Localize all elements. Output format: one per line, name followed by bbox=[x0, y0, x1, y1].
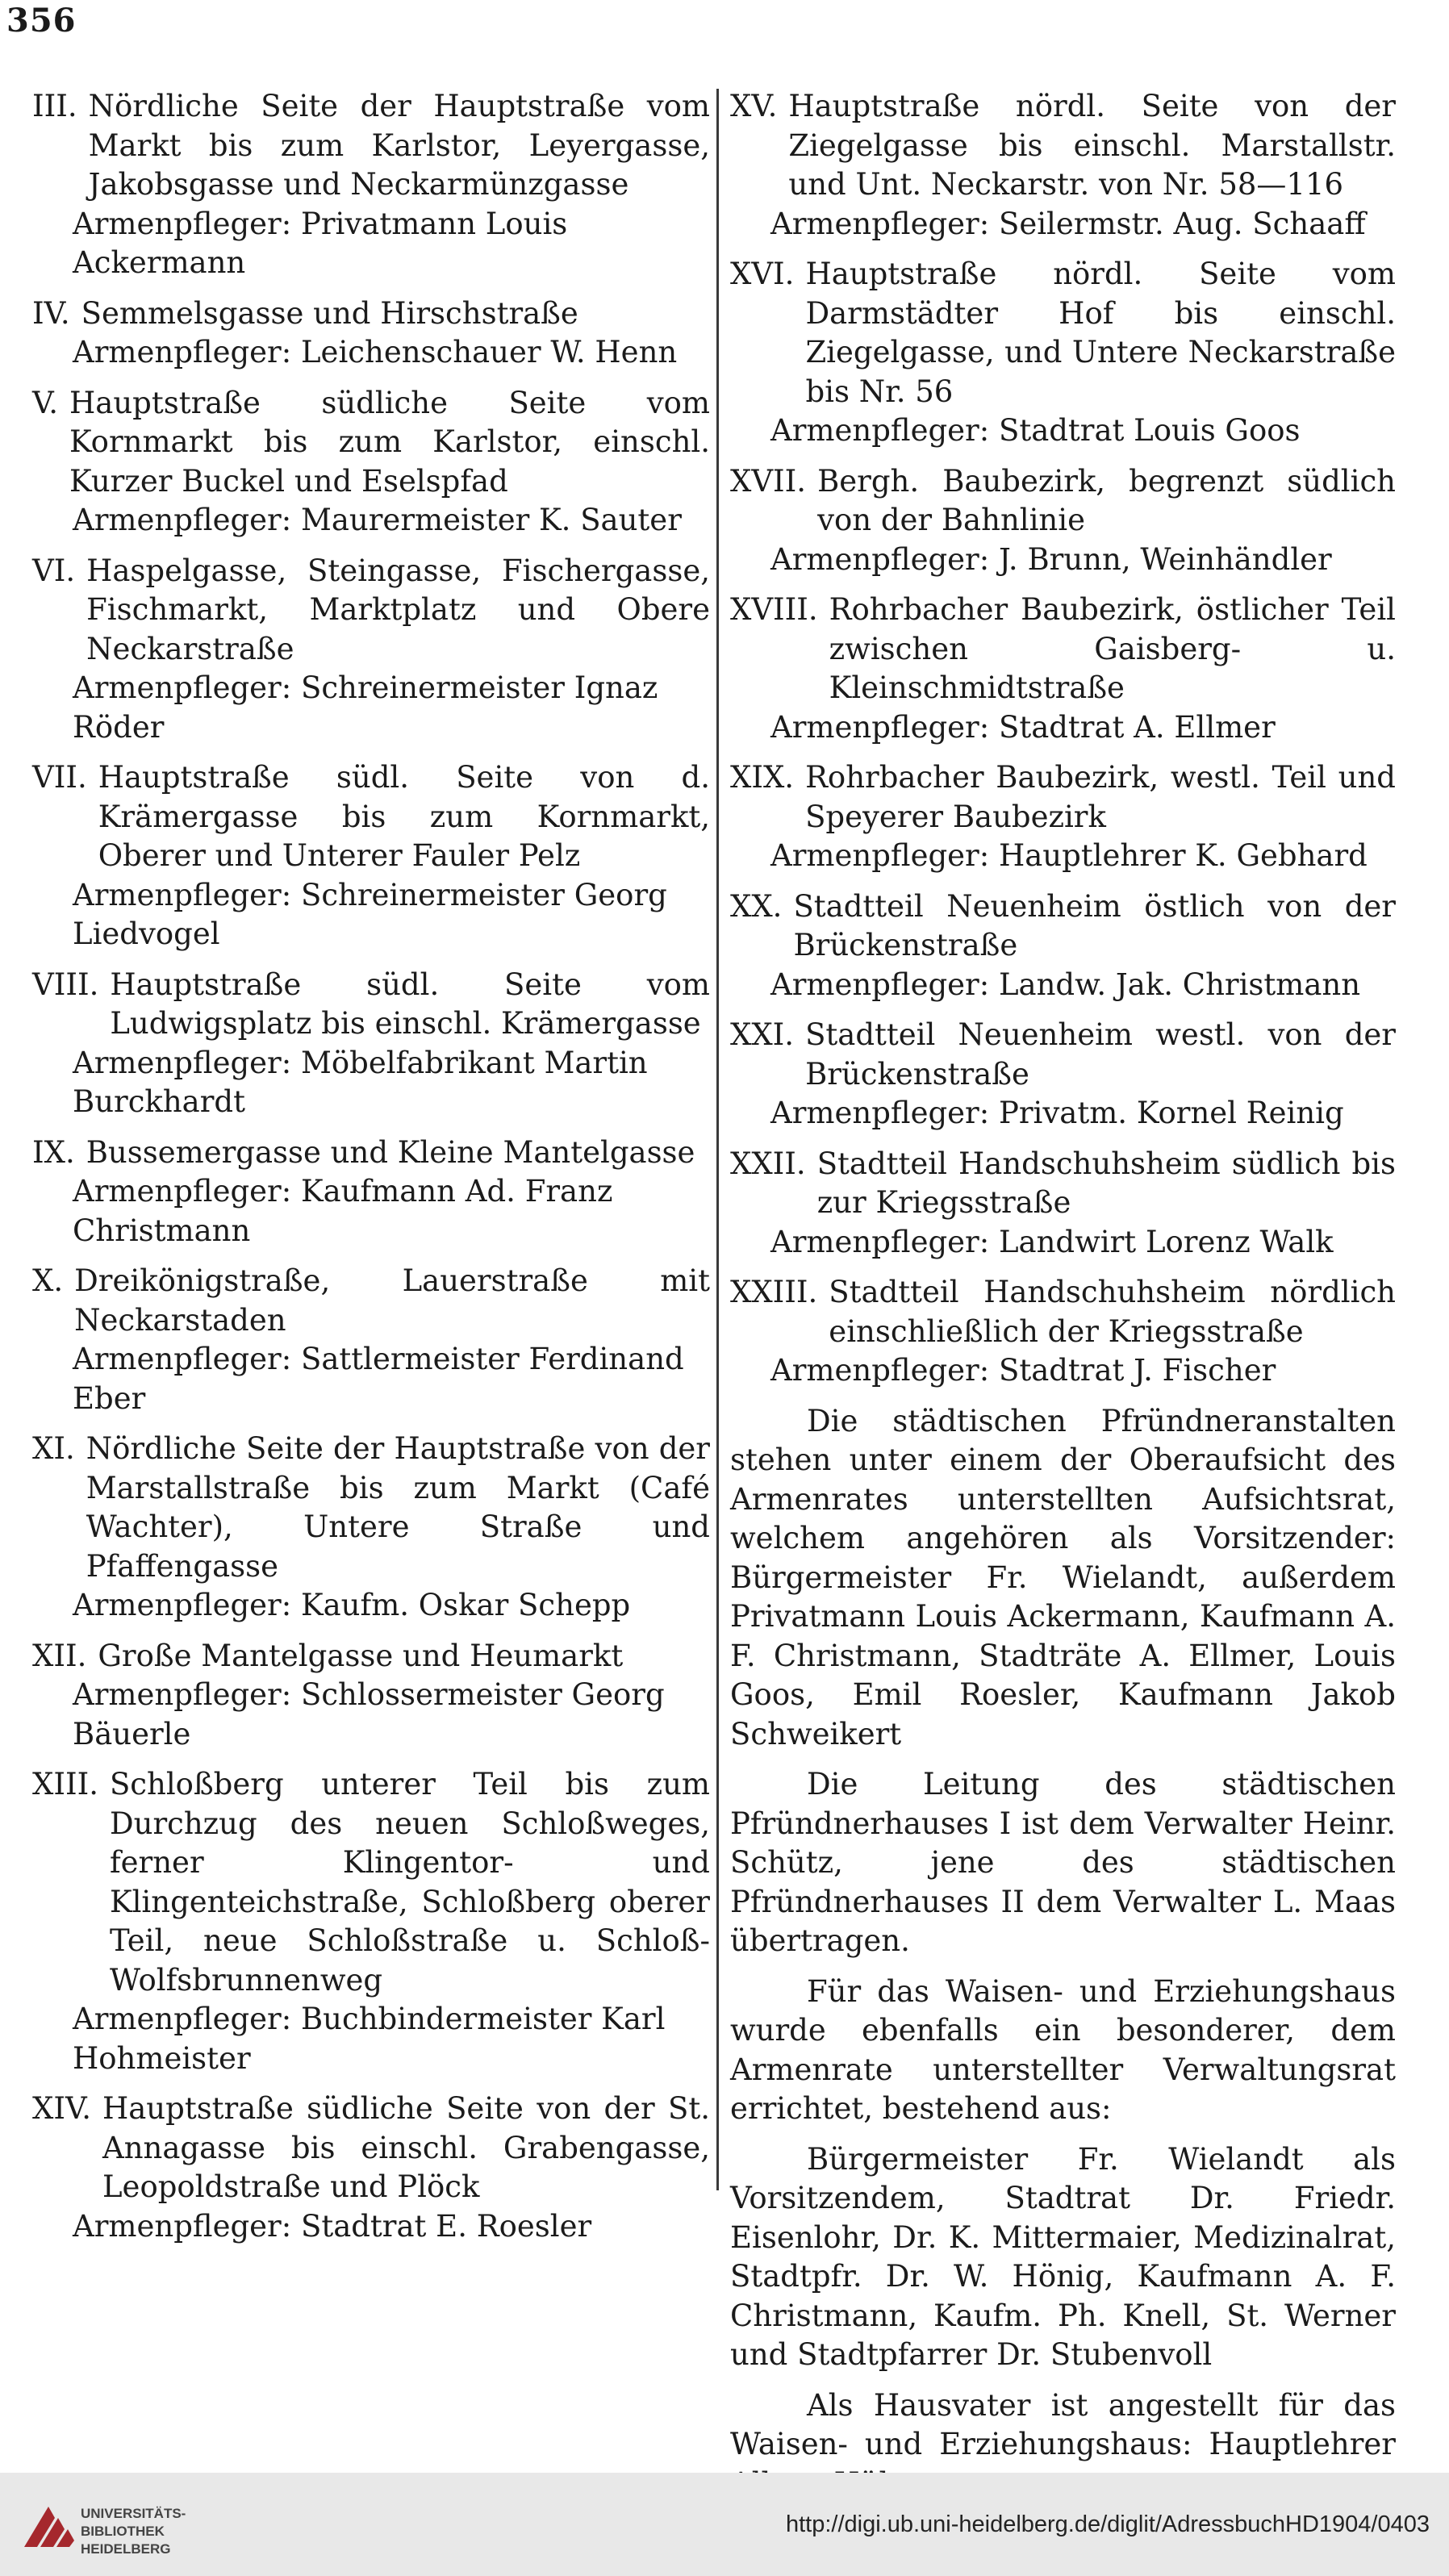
district-heading bbox=[730, 255, 1396, 411]
poor-guardian: Armenpfleger: Landw. Jak. Christmann bbox=[770, 967, 1361, 1002]
paragraph-pfruendner: Die städtischen Pfründneranstalten stehen unter einem der Oberaufsicht des Armenrates unterstellten Aufsichtsrat, welchem angehören als Vorsitzender: Bürgermeister Fr. Wielandt, außerdem Privatmann Louis Ackermann, Kaufmann A. F. Christmann, Stadträte A. Ellmer, Louis Goos, Emil Roesler, Kaufmann Jakob Schweikert bbox=[730, 1403, 1396, 1751]
district-streets: Stadtteil Handschuhsheim südlich bis zur Kriegsstraße bbox=[816, 1146, 1396, 1220]
district-streets: Bergh. Baubezirk, begrenzt südlich von der Bahnlinie bbox=[817, 463, 1396, 537]
district-heading bbox=[730, 87, 1396, 205]
poor-guardian: Armenpfleger: Seilermstr. Aug. Schaaff bbox=[770, 206, 1366, 241]
district-streets: Stadtteil Handschuhsheim nördlich einschließlich der Kriegsstraße bbox=[829, 1275, 1396, 1349]
district-entry bbox=[32, 1637, 710, 1755]
district-entry bbox=[730, 758, 1396, 876]
poor-guardian: Armenpfleger: Maurermeister K. Sauter bbox=[73, 503, 682, 537]
district-entry bbox=[730, 591, 1396, 747]
district-entry bbox=[730, 1145, 1396, 1263]
footer-bar bbox=[0, 2473, 1449, 2576]
left-column bbox=[32, 87, 710, 2257]
district-heading bbox=[32, 1262, 710, 1340]
district-entry bbox=[32, 1430, 710, 1626]
district-entry bbox=[32, 758, 710, 954]
district-streets: Stadtteil Neuenheim östlich von der Brückenstraße bbox=[793, 888, 1396, 962]
district-entry bbox=[730, 255, 1396, 451]
district-streets: Dreikönigstraße, Lauerstraße mit Neckarstaden bbox=[74, 1263, 710, 1338]
right-column bbox=[730, 87, 1396, 2515]
district-entry bbox=[32, 87, 710, 283]
district-entry bbox=[32, 1262, 710, 1418]
district-streets: Hauptstraße südl. Seite vom Ludwigsplatz bis einschl. Krämergasse bbox=[110, 967, 710, 1041]
district-number: VI. bbox=[32, 553, 76, 588]
library-name-line: BIBLIOTHEK bbox=[81, 2524, 165, 2539]
district-streets: Nördliche Seite der Hauptstraße von der Marstallstraße bis zum Markt (Café Wachter), Untere Straße und Pfaffengasse bbox=[86, 1431, 710, 1584]
district-streets: Bussemergasse und Kleine Mantelgasse bbox=[86, 1134, 695, 1170]
district-number: III. bbox=[32, 89, 77, 123]
district-heading bbox=[730, 758, 1396, 837]
district-entry bbox=[32, 1134, 710, 1251]
poor-guardian: Armenpfleger: Sattlermeister Ferdinand Eber bbox=[73, 1342, 684, 1416]
district-heading bbox=[32, 87, 710, 205]
district-heading bbox=[32, 552, 710, 670]
district-streets: Große Mantelgasse und Heumarkt bbox=[98, 1638, 624, 1673]
district-number: VII. bbox=[32, 760, 87, 795]
district-heading bbox=[32, 758, 710, 876]
column-divider bbox=[716, 89, 719, 2190]
page-number: 356 bbox=[6, 2, 77, 40]
library-logo-icon bbox=[16, 2490, 89, 2563]
district-heading bbox=[730, 1273, 1396, 1351]
paragraph-waisenhaus: Für das Waisen- und Erziehungshaus wurde ebenfalls ein besonderer, dem Armenrate unterstellter Verwaltungsrat errichtet, bestehend aus: bbox=[730, 1973, 1396, 2126]
district-streets: Schloßberg unterer Teil bis zum Durchzug des neuen Schloßweges, ferner Klingentor- und Klingenteichstraße, Schloßberg oberer Teil, neue Schloßstraße u. Schloß-Wolfsbrunnenweg bbox=[109, 1767, 710, 1998]
poor-guardian: Armenpfleger: Privatmann Louis Ackermann bbox=[73, 206, 568, 280]
poor-guardian: Armenpfleger: Stadtrat Louis Goos bbox=[770, 413, 1301, 448]
district-number: V. bbox=[32, 385, 59, 420]
district-number: XVII. bbox=[730, 463, 807, 499]
district-heading bbox=[730, 462, 1396, 541]
district-streets: Hauptstraße nördl. Seite von der Ziegelgasse bis einschl. Marstallstr. und Unt. Neckarstr. von Nr. 58—116 bbox=[788, 89, 1396, 202]
district-streets: Stadtteil Neuenheim westl. von der Brückenstraße bbox=[805, 1017, 1396, 1092]
district-heading bbox=[730, 1016, 1396, 1094]
poor-guardian: Armenpfleger: J. Brunn, Weinhändler bbox=[770, 541, 1332, 577]
poor-guardian: Armenpfleger: Hauptlehrer K. Gebhard bbox=[770, 838, 1368, 873]
district-entry bbox=[32, 552, 710, 748]
district-streets: Rohrbacher Baubezirk, westl. Teil und Speyerer Baubezirk bbox=[805, 760, 1396, 834]
district-heading bbox=[32, 2090, 710, 2207]
district-streets: Semmelsgasse und Hirschstraße bbox=[81, 295, 578, 331]
district-heading bbox=[730, 887, 1396, 966]
paragraphs bbox=[730, 1402, 1396, 2504]
district-number: XV. bbox=[730, 89, 778, 123]
district-entry bbox=[32, 966, 710, 1122]
district-number: XIX. bbox=[730, 760, 795, 795]
district-streets: Hauptstraße südliche Seite vom Kornmarkt bis zum Karlstor, einschl. Kurzer Buckel und Eselspfad bbox=[69, 385, 710, 499]
district-number: XI. bbox=[32, 1431, 75, 1466]
paragraph-verwaltungsrat-members: Bürgermeister Fr. Wielandt als Vorsitzendem, Stadtrat Dr. Friedr. Eisenlohr, Dr. K. Mittermaier, Medizinalrat, Stadtpfr. Dr. W. Hönig, Kaufmann A. F. Christmann, Kaufm. Ph. Knell, St. Werner und Stadtpfarrer Dr. Stubenvoll bbox=[730, 2141, 1396, 2372]
poor-guardian: Armenpfleger: Stadtrat J. Fischer bbox=[770, 1353, 1276, 1388]
district-entry bbox=[32, 1765, 710, 2078]
district-streets: Hauptstraße südliche Seite von der St. Annagasse bis einschl. Grabengasse, Leopoldstraße und Plöck bbox=[102, 2091, 710, 2204]
source-url-link[interactable]: http://digi.ub.uni-heidelberg.de/diglit/AdressbuchHD1904/0403 bbox=[785, 2511, 1430, 2537]
library-name bbox=[81, 2505, 186, 2558]
district-entry bbox=[730, 87, 1396, 244]
district-heading bbox=[32, 294, 710, 334]
district-number: XIII. bbox=[32, 1767, 98, 1802]
district-heading bbox=[32, 384, 710, 502]
district-number: XIV. bbox=[32, 2091, 91, 2126]
district-number: IV. bbox=[32, 295, 70, 331]
district-number: XXIII. bbox=[730, 1275, 818, 1309]
poor-guardian: Armenpfleger: Schreinermeister Georg Liedvogel bbox=[73, 877, 667, 951]
poor-guardian: Armenpfleger: Leichenschauer W. Henn bbox=[73, 335, 678, 369]
district-streets: Hauptstraße südl. Seite von d. Krämergasse bis zum Kornmarkt, Oberer und Unterer Fauler Pelz bbox=[98, 760, 710, 873]
district-heading bbox=[32, 1765, 710, 2000]
poor-guardian: Armenpfleger: Kaufm. Oskar Schepp bbox=[73, 1588, 631, 1622]
district-streets: Hauptstraße nördl. Seite vom Darmstädter Hof bis einschl. Ziegelgasse, und Untere Neckarstraße bis Nr. 56 bbox=[805, 257, 1396, 409]
library-name-line: HEIDELBERG bbox=[81, 2541, 171, 2557]
district-heading bbox=[32, 966, 710, 1044]
district-number: X. bbox=[32, 1263, 64, 1298]
district-heading bbox=[730, 591, 1396, 708]
district-number: IX. bbox=[32, 1134, 75, 1170]
district-entry bbox=[730, 1273, 1396, 1391]
poor-guardian: Armenpfleger: Stadtrat A. Ellmer bbox=[770, 709, 1276, 745]
district-entry bbox=[32, 384, 710, 541]
poor-guardian: Armenpfleger: Privatm. Kornel Reinig bbox=[770, 1096, 1344, 1130]
district-entry bbox=[32, 294, 710, 373]
poor-guardian: Armenpfleger: Kaufmann Ad. Franz Christmann bbox=[73, 1174, 613, 1248]
district-heading bbox=[32, 1637, 710, 1676]
district-entry bbox=[730, 1016, 1396, 1134]
district-number: XVI. bbox=[730, 257, 795, 291]
district-heading bbox=[730, 1145, 1396, 1223]
poor-guardian: Armenpfleger: Buchbindermeister Karl Hohmeister bbox=[73, 2002, 666, 2076]
district-number: XVIII. bbox=[730, 592, 818, 627]
district-heading bbox=[32, 1430, 710, 1586]
district-number: XXII. bbox=[730, 1146, 806, 1181]
right-entries bbox=[730, 87, 1396, 1391]
district-streets: Rohrbacher Baubezirk, östlicher Teil zwischen Gaisberg- u. Kleinschmidtstraße bbox=[829, 592, 1396, 705]
district-entry bbox=[32, 2090, 710, 2246]
district-heading bbox=[32, 1134, 710, 1173]
district-entry bbox=[730, 887, 1396, 1005]
library-name-line: UNIVERSITÄTS- bbox=[81, 2506, 186, 2521]
district-number: XXI. bbox=[730, 1017, 795, 1052]
paragraph-hausvater: Als Hausvater ist angestellt für das Waisen- und Erziehungshaus: Hauptlehrer bbox=[730, 2387, 1396, 2461]
poor-guardian: Armenpfleger: Schlossermeister Georg Bäuerle bbox=[73, 1677, 665, 1751]
poor-guardian: Armenpfleger: Möbelfabrikant Martin Burckhardt bbox=[73, 1045, 648, 1119]
district-number: VIII. bbox=[32, 967, 99, 1002]
poor-guardian: Armenpfleger: Stadtrat E. Roesler bbox=[73, 2208, 592, 2244]
paragraph-leitung: Die Leitung des städtischen Pfründnerhauses I ist dem Verwalter Heinr. Schütz, jene des städtischen Pfründnerhauses II dem Verwalter L. Maas übertragen. bbox=[730, 1767, 1396, 1958]
district-streets: Haspelgasse, Steingasse, Fischergasse, Fischmarkt, Marktplatz und Obere Neckarstraße bbox=[86, 553, 710, 666]
poor-guardian: Armenpfleger: Landwirt Lorenz Walk bbox=[770, 1224, 1334, 1259]
district-number: XX. bbox=[730, 888, 783, 924]
district-entry bbox=[730, 462, 1396, 580]
district-streets: Nördliche Seite der Hauptstraße vom Markt bis zum Karlstor, Leyergasse, Jakobsgasse und Neckarmünzgasse bbox=[88, 89, 710, 202]
poor-guardian: Armenpfleger: Schreinermeister Ignaz Röder bbox=[73, 670, 658, 745]
district-number: XII. bbox=[32, 1638, 87, 1673]
